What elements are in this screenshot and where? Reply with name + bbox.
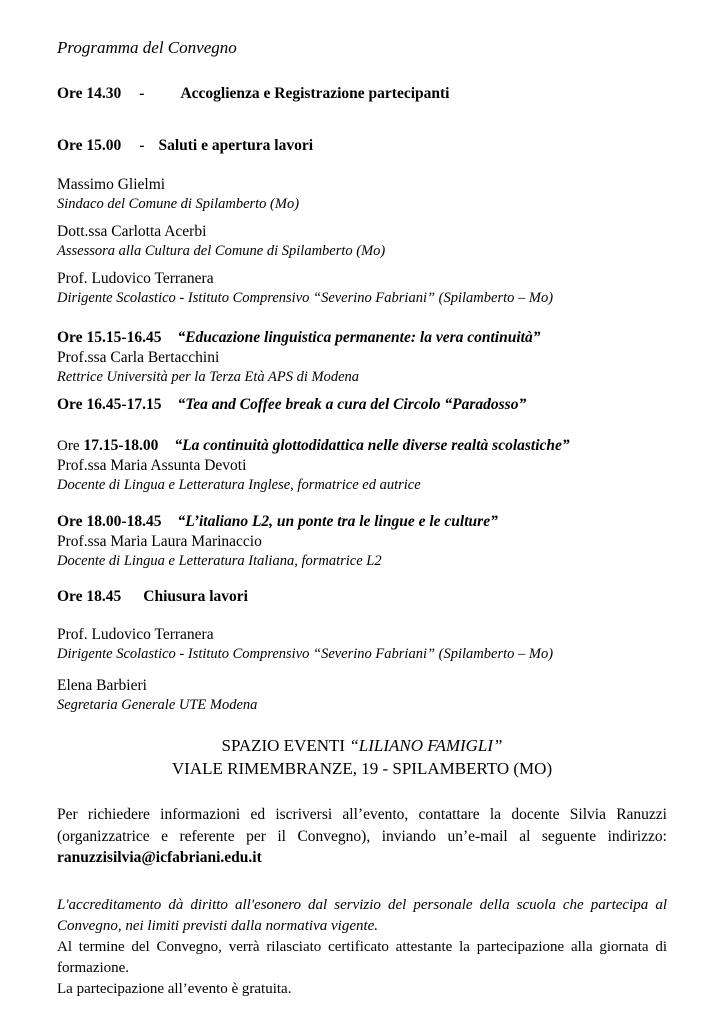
speaker-role: Sindaco del Comune di Spilamberto (Mo) [57,196,300,212]
talk-time: 17.15-18.00 [83,437,159,454]
session-opening [57,136,667,156]
talk-ore: Ore [57,513,83,530]
session-registration [57,84,667,104]
talk-block [57,512,667,570]
session-closing-label: Chiusura lavori [143,588,248,605]
speaker-name: Massimo Glielmi [57,176,166,193]
session-closing-time: Ore 18.45 [57,588,122,605]
talk-speaker-role: Rettrice Università per la Terza Età APS di Modena [57,369,360,385]
speaker-role: Dirigente Scolastico - Istituto Comprensivo “Severino Fabriani” (Spilamberto – Mo) [57,290,554,306]
speaker-block [57,625,667,663]
speaker-block [57,175,667,213]
talk-heading [57,328,667,348]
talk-block [57,328,667,386]
session-closing [57,587,667,607]
talk-ore: Ore [57,329,83,346]
talk-speaker-role: Docente di Lingua e Letteratura Inglese, formatrice ed autrice [57,477,421,493]
venue-name-prefix: SPAZIO EVENTI [221,736,350,755]
session-opening-dash: - [139,137,145,154]
talk-block [57,436,667,494]
speaker-role: Dirigente Scolastico - Istituto Comprensivo “Severino Fabriani” (Spilamberto – Mo) [57,646,554,662]
venue-block [57,734,667,780]
session-registration-dash: - [139,85,145,102]
speaker-block [57,676,667,714]
note-accreditation: L'accreditamento dà diritto all'esonero dal servizio del personale della scuola che partecipa al Convegno, nei limiti previsti dalla normativa vigente. [57,897,667,935]
session-opening-time: Ore 15.00 [57,137,122,154]
speaker-name: Elena Barbieri [57,677,147,694]
talk-title: “La continuità glottodidattica nelle diverse realtà scolastiche” [174,437,570,454]
speaker-role: Segretaria Generale UTE Modena [57,697,258,713]
note-certificate: Al termine del Convegno, verrà rilasciato certificato attestante la partecipazione alla giornata di formazione. [57,939,667,977]
talk-block [57,395,667,415]
talk-time: 18.00-18.45 [86,513,162,530]
speaker-block [57,222,667,260]
talk-title: “Educazione linguistica permanente: la vera continuità” [177,329,541,346]
venue-name [57,734,667,757]
contact-email: ranuzzisilvia@icfabriani.edu.it [57,849,262,867]
talk-heading [57,436,667,456]
venue-name-italic: “LILIANO FAMIGLI” [349,736,503,755]
talk-time: 16.45-17.15 [86,396,162,413]
session-registration-label: Accoglienza e Registrazione partecipanti [180,85,450,102]
speaker-name: Prof. Ludovico Terranera [57,270,214,287]
page-title: Programma del Convegno [57,38,237,57]
session-registration-time: Ore 14.30 [57,85,122,102]
speaker-block [57,269,667,307]
talk-ore: Ore [57,396,83,413]
contact-text: Per richiedere informazioni ed iscriversi all’evento, contattare la docente Silvia Ranuzzi (organizzatrice e referente per il Convegno), inviando un’e-mail al seguente indirizzo: [57,806,667,845]
note-participation: La partecipazione all’evento è gratuita. [57,981,292,998]
speaker-role: Assessora alla Cultura del Comune di Spilamberto (Mo) [57,243,386,259]
talk-ore: Ore [57,438,80,454]
venue-address: VIALE RIMEMBRANZE, 19 - SPILAMBERTO (MO) [171,759,553,778]
talk-heading [57,512,667,532]
speaker-name: Prof. Ludovico Terranera [57,626,214,643]
talk-time: 15.15-16.45 [86,329,162,346]
talk-title: “Tea and Coffee break a cura del Circolo “Paradosso” [177,396,527,413]
talk-speaker-role: Docente di Lingua e Letteratura Italiana, formatrice L2 [57,553,382,569]
talk-speaker: Prof.ssa Carla Bertacchini [57,349,220,366]
speaker-name: Dott.ssa Carlotta Acerbi [57,223,207,240]
talk-heading [57,395,667,415]
talk-title: “L’italiano L2, un ponte tra le lingue e le culture” [177,513,498,530]
talk-speaker: Prof.ssa Maria Assunta Devoti [57,457,247,474]
contact-paragraph [57,804,667,869]
session-opening-label: Saluti e apertura lavori [158,137,314,154]
notes-block [57,895,667,1000]
talk-speaker: Prof.ssa Maria Laura Marinaccio [57,533,262,550]
